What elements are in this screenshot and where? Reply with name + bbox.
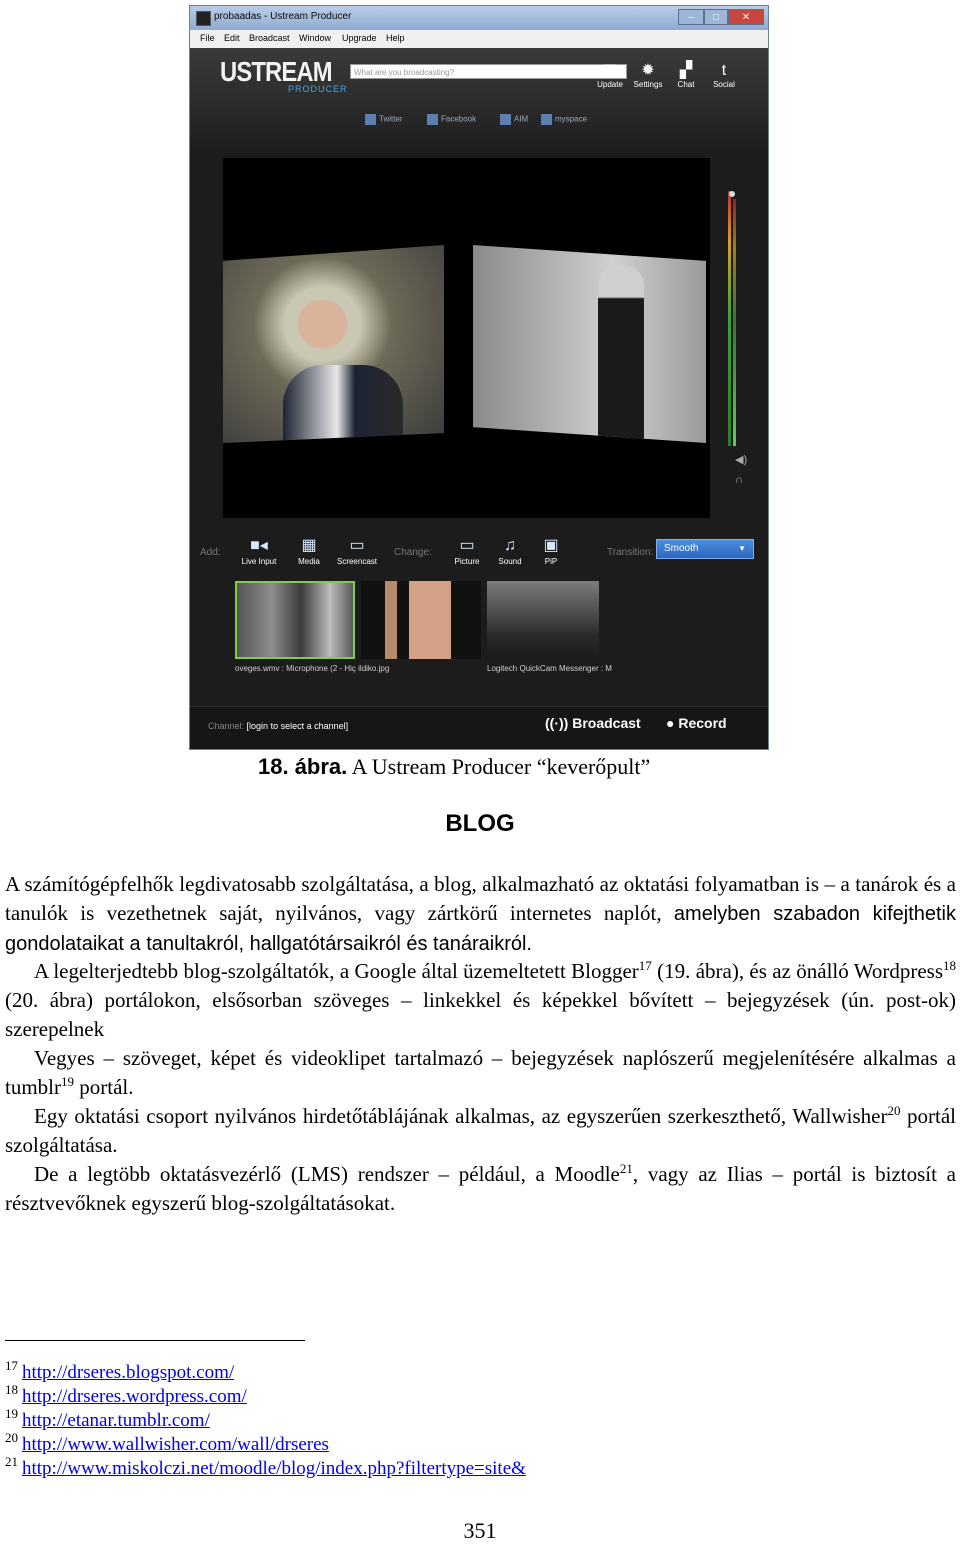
transition-select[interactable]: Smooth ▼	[656, 539, 754, 559]
change-label: Change:	[394, 547, 432, 558]
footnote: $^{21}$ http://www.miskolczi.net/moodle/blog/index.php?filtertype=site&	[5, 1454, 526, 1479]
menu-file[interactable]: File	[200, 33, 215, 43]
channel-selector[interactable]: Channel: [login to select a channel]	[208, 721, 349, 731]
update-button[interactable]: ▤ Update	[590, 62, 630, 89]
monitor-icon: ▭	[349, 537, 365, 554]
footnote: $^{20}$ http://www.wallwisher.com/wall/drseres	[5, 1430, 329, 1455]
volume-slider-handle[interactable]	[729, 191, 735, 197]
footnote-separator	[5, 1340, 305, 1341]
video-preview[interactable]	[223, 158, 710, 518]
camera-view-left	[223, 245, 444, 443]
menu-broadcast[interactable]: Broadcast	[249, 33, 290, 43]
window-titlebar	[190, 6, 768, 30]
paragraph: A számítógépfelhők legdivatosabb szolgáltatása, a blog, alkalmazható az oktatási folyamatban is – a tanárok és a tanulók is vezethetnek saját, nyilvános, vagy zártkörű internetes naplót, amelyben szabadon kifejthetik gondolataikat a tanultakról, hallgatótársaikról és tanáraikról.	[5, 872, 956, 955]
thumbnail-caption: oveges.wmv : Microphone (2 - Hiç ildiko.jpg	[235, 664, 390, 673]
chevron-down-icon: ▼	[738, 544, 746, 553]
paragraph: A legelterjedtebb blog-szolgáltatók, a Google által üzemeltetett Blogger$^{17}$ (19. ábra), és az önálló Wordpress$^{18}$ (20. ábra) portálokon, elsősorban szöveges – linkekkel és képekkel bővített – bejegyzések (ún. post-ok) szerepelnek	[5, 958, 956, 1041]
video-camera-icon: ■◂	[250, 537, 268, 554]
menu-bar	[190, 30, 768, 49]
upload-icon: ▤	[602, 62, 618, 79]
camera-view-right	[473, 245, 706, 443]
transition-label: Transition:	[607, 547, 654, 558]
page-number: 351	[463, 1518, 497, 1543]
footnote-ref[interactable]: 20	[887, 1103, 901, 1118]
media-button[interactable]: ▦ Media	[286, 537, 332, 566]
settings-button[interactable]: ✹ Settings	[628, 62, 668, 89]
social-twitter[interactable]: Twitter	[365, 114, 403, 125]
aim-icon	[500, 114, 511, 125]
producer-logo-text: PRODUCER	[288, 84, 348, 94]
picture-button[interactable]: ▭ Picture	[444, 537, 490, 566]
broadcast-icon: ((·))	[545, 715, 573, 731]
section-heading: BLOG	[445, 810, 515, 837]
record-button[interactable]: ● Record	[666, 715, 727, 731]
menu-upgrade[interactable]: Upgrade	[342, 33, 377, 43]
thumbnail-picture-source[interactable]	[361, 581, 481, 659]
menu-help[interactable]: Help	[386, 33, 405, 43]
pip-icon: ▣	[543, 537, 559, 554]
thumbnail-webcam-source[interactable]	[487, 581, 599, 659]
broadcast-title-input[interactable]: What are you broadcasting?	[350, 64, 627, 79]
ustream-logo: USTREAM	[220, 56, 332, 87]
paragraph: Vegyes – szöveget, képet és videoklipet tartalmazó – bejegyzések naplószerű megjelenítésére alkalmas a tumblr$^{19}$ portál.	[5, 1046, 956, 1099]
source-thumbnails	[235, 581, 755, 676]
myspace-icon	[541, 114, 552, 125]
chat-button[interactable]: ▞ Chat	[666, 62, 706, 89]
film-icon: ▦	[301, 537, 317, 554]
social-button[interactable]: t Social	[704, 62, 744, 89]
audio-level-meter[interactable]	[726, 191, 738, 446]
twitter-icon	[365, 114, 376, 125]
social-facebook[interactable]: Facebook	[427, 114, 476, 125]
footnote-link[interactable]: http://etanar.tumblr.com/	[22, 1410, 210, 1431]
footnote: $^{18}$ http://drseres.wordpress.com/	[5, 1382, 247, 1407]
maximize-button[interactable]: □	[704, 9, 728, 25]
sound-button[interactable]: ♫ Sound	[487, 537, 533, 566]
footnote-link[interactable]: http://www.wallwisher.com/wall/drseres	[22, 1434, 329, 1455]
footnote-ref[interactable]: 17	[638, 958, 652, 973]
live-input-button[interactable]: ■◂ Live Input	[236, 537, 282, 566]
menu-edit[interactable]: Edit	[224, 33, 240, 43]
close-button[interactable]: ✕	[728, 9, 764, 25]
thumbnail-caption: Logitech QuickCam Messenger : M	[487, 664, 612, 673]
social-icon: t	[721, 62, 727, 79]
pip-button[interactable]: ▣ PiP	[528, 537, 574, 566]
social-myspace[interactable]: myspace	[541, 114, 587, 125]
chat-icon: ▞	[679, 62, 693, 79]
footnote-ref[interactable]: 19	[61, 1074, 74, 1089]
figure-caption: 18. ábra. A Ustream Producer “keverőpult”	[258, 754, 651, 779]
app-icon	[196, 11, 211, 26]
minimize-button[interactable]: –	[678, 9, 704, 25]
footnote-link[interactable]: http://drseres.wordpress.com/	[22, 1386, 247, 1407]
record-dot-icon: ●	[666, 715, 679, 731]
add-label: Add:	[200, 547, 221, 558]
window-title: probaadas - Ustream Producer	[214, 11, 352, 22]
facebook-icon	[427, 114, 438, 125]
picture-icon: ▭	[459, 537, 475, 554]
footnote-link[interactable]: http://drseres.blogspot.com/	[22, 1362, 235, 1383]
footnote-ref[interactable]: 21	[619, 1161, 633, 1176]
footnote: $^{17}$ http://drseres.blogspot.com/	[5, 1358, 235, 1383]
thumbnail-video-source[interactable]	[235, 581, 355, 659]
broadcast-bar	[190, 706, 768, 750]
social-aim[interactable]: AIM	[500, 114, 528, 125]
footnote: $^{19}$ http://etanar.tumblr.com/	[5, 1406, 210, 1431]
ustream-producer-screenshot	[189, 5, 769, 750]
screencast-button[interactable]: ▭ Screencast	[334, 537, 380, 566]
speaker-icon[interactable]: ◀)	[735, 454, 748, 466]
broadcast-button[interactable]: ((·)) Broadcast	[545, 715, 641, 731]
paragraph: Egy oktatási csoport nyilvános hirdetőtáblájának alkalmas, az egyszerűen szerkeszthető, Wallwisher$^{20}$ portál szolgáltatása.	[5, 1103, 956, 1157]
menu-window[interactable]: Window	[299, 33, 332, 43]
paragraph: De a legtöbb oktatásvezérlő (LMS) rendszer – például, a Moodle$^{21}$, vagy az Ilias – portál is biztosít a résztvevőknek egyszerű blog-szolgáltatásokat.	[5, 1161, 956, 1215]
footnote-ref[interactable]: 18	[943, 958, 956, 973]
headphones-icon[interactable]: ∩	[735, 474, 743, 486]
music-note-icon: ♫	[504, 537, 516, 554]
gear-icon: ✹	[641, 62, 655, 79]
footnote-link[interactable]: http://www.miskolczi.net/moodle/blog/index.php?filtertype=site&	[22, 1458, 526, 1479]
